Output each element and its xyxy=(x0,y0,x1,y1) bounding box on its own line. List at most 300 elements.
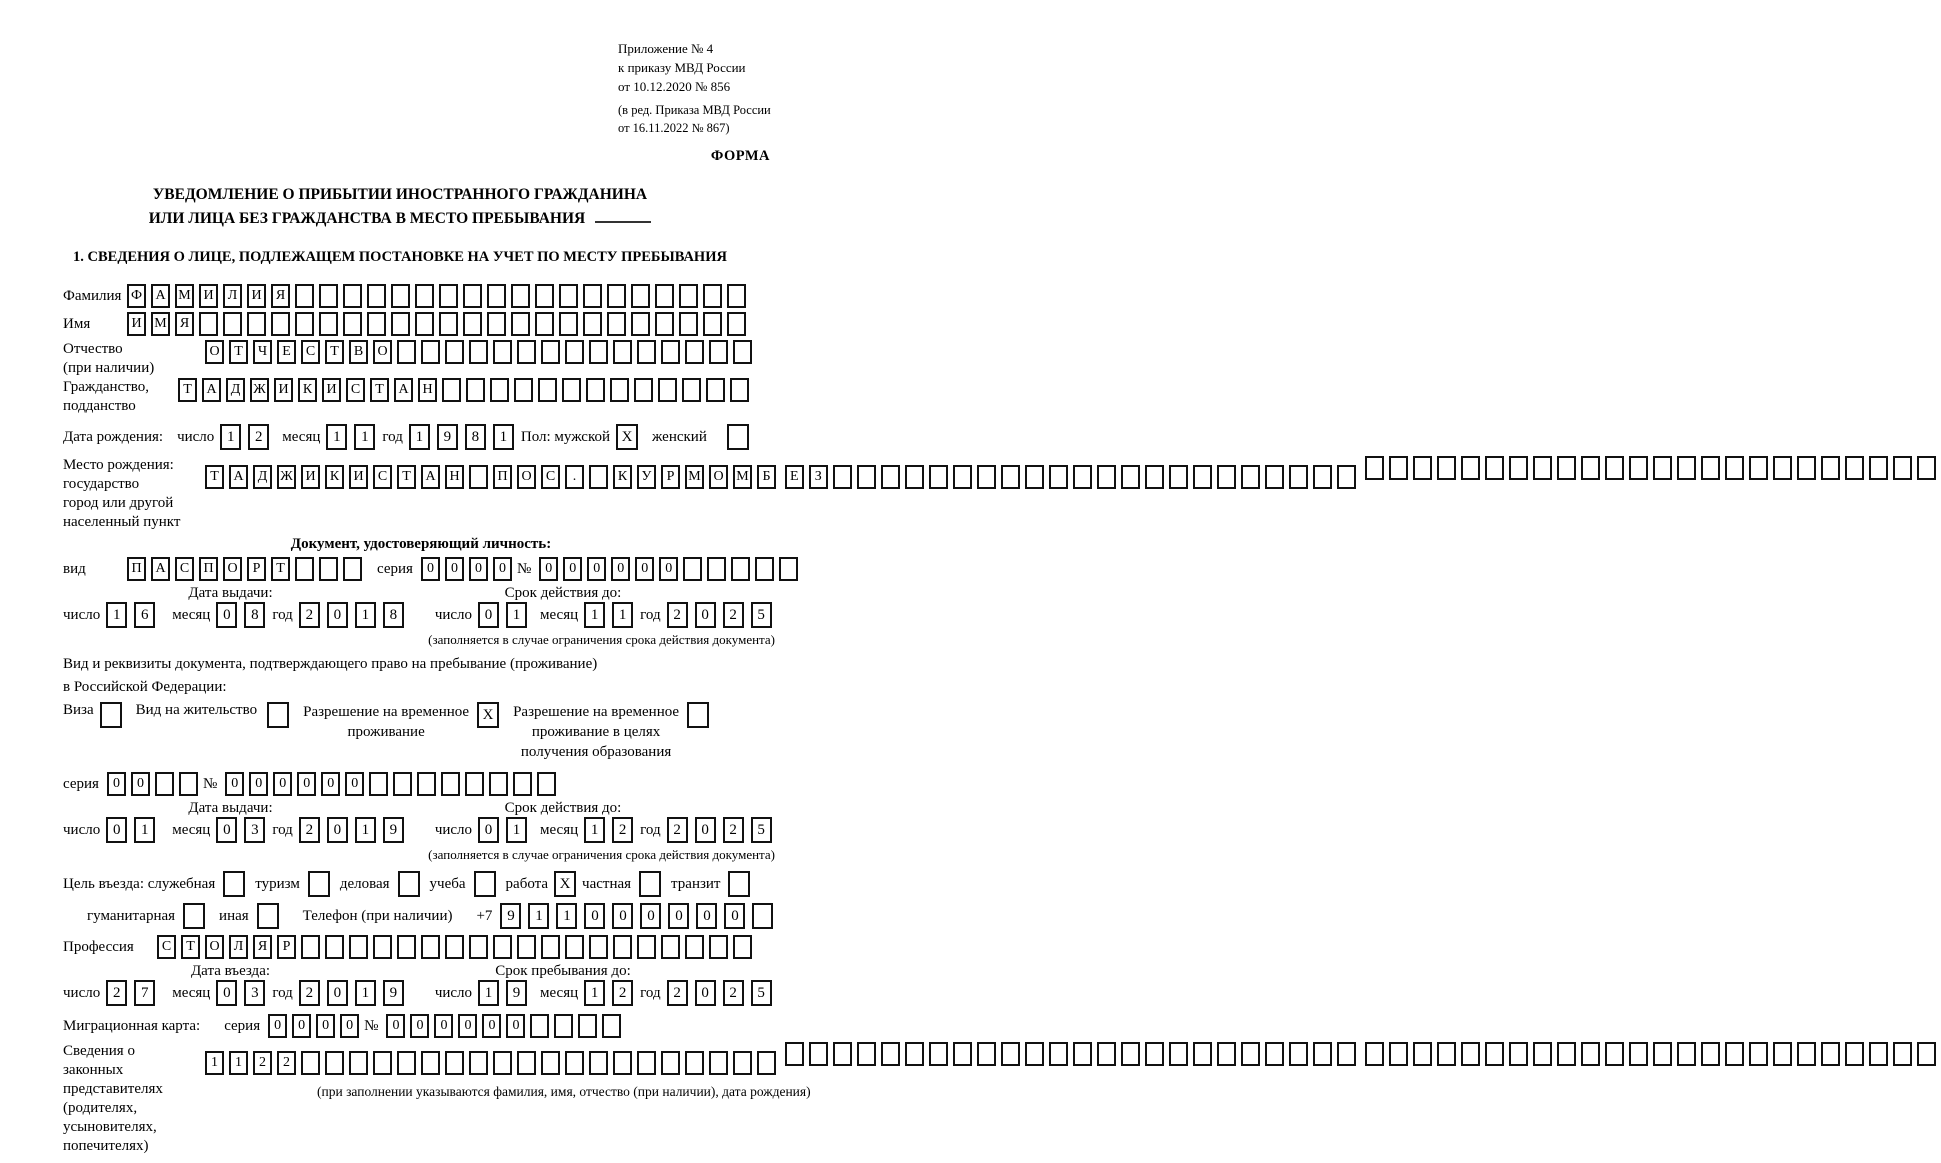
char-cell[interactable]: К xyxy=(325,465,344,489)
char-cell[interactable] xyxy=(463,284,482,308)
char-cell[interactable] xyxy=(367,312,386,336)
char-cell[interactable]: 0 xyxy=(506,1014,525,1038)
char-cell[interactable] xyxy=(1749,1042,1768,1066)
char-cell[interactable] xyxy=(881,465,900,489)
char-cell[interactable]: Е xyxy=(277,340,296,364)
char-cell[interactable] xyxy=(466,378,485,402)
char-cell[interactable]: Т xyxy=(325,340,344,364)
char-cell[interactable] xyxy=(1365,1042,1384,1066)
char-cell[interactable]: 9 xyxy=(500,903,521,929)
char-cell[interactable] xyxy=(1701,1042,1720,1066)
char-cell[interactable] xyxy=(441,772,460,796)
char-cell[interactable] xyxy=(733,1051,752,1075)
char-cell[interactable]: У xyxy=(637,465,656,489)
char-cell[interactable]: 2 xyxy=(299,980,320,1006)
char-cell[interactable]: 0 xyxy=(216,980,237,1006)
char-cell[interactable] xyxy=(517,935,536,959)
char-cell[interactable] xyxy=(1701,456,1720,480)
char-cell[interactable] xyxy=(391,312,410,336)
char-cell[interactable] xyxy=(489,772,508,796)
char-cell[interactable] xyxy=(415,284,434,308)
char-cell[interactable] xyxy=(785,1042,804,1066)
char-cell[interactable] xyxy=(929,465,948,489)
char-cell[interactable] xyxy=(1749,456,1768,480)
char-cell[interactable] xyxy=(779,557,798,581)
char-cell[interactable]: 6 xyxy=(134,602,155,628)
char-cell[interactable] xyxy=(589,935,608,959)
char-cell[interactable]: 0 xyxy=(131,772,150,796)
char-cell[interactable] xyxy=(445,340,464,364)
char-cell[interactable]: Т xyxy=(181,935,200,959)
char-cell[interactable] xyxy=(367,284,386,308)
char-cell[interactable]: 0 xyxy=(478,817,499,843)
char-cell[interactable]: 0 xyxy=(640,903,661,929)
char-cell[interactable] xyxy=(1797,1042,1816,1066)
char-cell[interactable] xyxy=(535,312,554,336)
char-cell[interactable]: О xyxy=(517,465,536,489)
char-cell[interactable]: 0 xyxy=(478,602,499,628)
char-cell[interactable] xyxy=(1509,1042,1528,1066)
char-cell[interactable] xyxy=(535,284,554,308)
char-cell[interactable]: 0 xyxy=(482,1014,501,1038)
char-cell[interactable]: 0 xyxy=(458,1014,477,1038)
char-cell[interactable] xyxy=(517,340,536,364)
char-cell[interactable] xyxy=(731,557,750,581)
char-cell[interactable] xyxy=(613,935,632,959)
char-cell[interactable] xyxy=(707,557,726,581)
char-cell[interactable] xyxy=(682,378,701,402)
char-cell[interactable] xyxy=(586,378,605,402)
char-cell[interactable]: 1 xyxy=(584,602,605,628)
char-cell[interactable] xyxy=(1581,1042,1600,1066)
char-cell[interactable]: 0 xyxy=(563,557,582,581)
char-cell[interactable] xyxy=(537,772,556,796)
char-cell[interactable] xyxy=(1797,456,1816,480)
char-cell[interactable] xyxy=(1557,1042,1576,1066)
char-cell[interactable]: 0 xyxy=(587,557,606,581)
char-cell[interactable]: 8 xyxy=(383,602,404,628)
char-cell[interactable] xyxy=(391,284,410,308)
char-cell[interactable] xyxy=(1773,1042,1792,1066)
char-cell[interactable] xyxy=(679,284,698,308)
char-cell[interactable]: А xyxy=(229,465,248,489)
char-cell[interactable] xyxy=(1917,456,1936,480)
char-cell[interactable] xyxy=(1725,456,1744,480)
char-cell[interactable] xyxy=(809,1042,828,1066)
char-cell[interactable] xyxy=(1821,1042,1840,1066)
char-cell[interactable] xyxy=(421,1051,440,1075)
char-cell[interactable] xyxy=(1193,465,1212,489)
other-checkbox[interactable] xyxy=(257,903,279,929)
char-cell[interactable]: 1 xyxy=(354,424,375,450)
char-cell[interactable] xyxy=(1097,465,1116,489)
char-cell[interactable] xyxy=(487,284,506,308)
char-cell[interactable] xyxy=(369,772,388,796)
char-cell[interactable] xyxy=(1725,1042,1744,1066)
char-cell[interactable] xyxy=(393,772,412,796)
char-cell[interactable] xyxy=(397,935,416,959)
char-cell[interactable] xyxy=(513,772,532,796)
char-cell[interactable]: 2 xyxy=(612,817,633,843)
char-cell[interactable]: 0 xyxy=(345,772,364,796)
char-cell[interactable] xyxy=(530,1014,549,1038)
char-cell[interactable]: М xyxy=(685,465,704,489)
char-cell[interactable] xyxy=(583,312,602,336)
char-cell[interactable]: 1 xyxy=(584,980,605,1006)
char-cell[interactable] xyxy=(1193,1042,1212,1066)
char-cell[interactable]: 2 xyxy=(253,1051,272,1075)
char-cell[interactable] xyxy=(1365,456,1384,480)
char-cell[interactable] xyxy=(493,340,512,364)
char-cell[interactable]: А xyxy=(151,284,170,308)
visa-checkbox[interactable] xyxy=(100,702,122,728)
char-cell[interactable]: 5 xyxy=(751,602,772,628)
char-cell[interactable]: 2 xyxy=(299,817,320,843)
char-cell[interactable] xyxy=(730,378,749,402)
char-cell[interactable]: Ж xyxy=(250,378,269,402)
char-cell[interactable]: Р xyxy=(661,465,680,489)
char-cell[interactable]: 2 xyxy=(248,424,269,450)
char-cell[interactable] xyxy=(469,465,488,489)
private-checkbox[interactable] xyxy=(639,871,661,897)
char-cell[interactable] xyxy=(637,1051,656,1075)
char-cell[interactable] xyxy=(709,1051,728,1075)
char-cell[interactable] xyxy=(685,935,704,959)
char-cell[interactable] xyxy=(607,312,626,336)
char-cell[interactable] xyxy=(271,312,290,336)
char-cell[interactable]: П xyxy=(493,465,512,489)
char-cell[interactable] xyxy=(517,1051,536,1075)
char-cell[interactable] xyxy=(1581,456,1600,480)
char-cell[interactable] xyxy=(727,312,746,336)
char-cell[interactable] xyxy=(1313,1042,1332,1066)
edu-permit-checkbox[interactable] xyxy=(687,702,709,728)
char-cell[interactable] xyxy=(679,312,698,336)
char-cell[interactable] xyxy=(349,935,368,959)
char-cell[interactable] xyxy=(1217,465,1236,489)
char-cell[interactable] xyxy=(1389,456,1408,480)
char-cell[interactable]: О xyxy=(205,935,224,959)
char-cell[interactable] xyxy=(857,1042,876,1066)
char-cell[interactable]: Ж xyxy=(277,465,296,489)
char-cell[interactable] xyxy=(706,378,725,402)
char-cell[interactable]: 2 xyxy=(667,980,688,1006)
char-cell[interactable]: 0 xyxy=(106,817,127,843)
char-cell[interactable] xyxy=(565,340,584,364)
char-cell[interactable] xyxy=(1845,456,1864,480)
char-cell[interactable]: 0 xyxy=(327,817,348,843)
char-cell[interactable]: 0 xyxy=(268,1014,287,1038)
char-cell[interactable] xyxy=(613,1051,632,1075)
residence-permit-checkbox[interactable] xyxy=(267,702,289,728)
char-cell[interactable]: Е xyxy=(785,465,804,489)
char-cell[interactable] xyxy=(439,284,458,308)
char-cell[interactable]: М xyxy=(175,284,194,308)
char-cell[interactable] xyxy=(325,1051,344,1075)
char-cell[interactable] xyxy=(1413,456,1432,480)
char-cell[interactable]: 1 xyxy=(409,424,430,450)
char-cell[interactable] xyxy=(1845,1042,1864,1066)
char-cell[interactable]: 9 xyxy=(383,817,404,843)
char-cell[interactable]: 1 xyxy=(506,817,527,843)
char-cell[interactable]: 0 xyxy=(216,817,237,843)
char-cell[interactable] xyxy=(709,935,728,959)
char-cell[interactable] xyxy=(1337,465,1356,489)
char-cell[interactable]: 0 xyxy=(249,772,268,796)
char-cell[interactable]: 1 xyxy=(528,903,549,929)
char-cell[interactable] xyxy=(1145,465,1164,489)
char-cell[interactable]: 0 xyxy=(273,772,292,796)
char-cell[interactable] xyxy=(1869,1042,1888,1066)
char-cell[interactable]: 1 xyxy=(220,424,241,450)
char-cell[interactable] xyxy=(733,340,752,364)
char-cell[interactable] xyxy=(1869,456,1888,480)
char-cell[interactable]: Д xyxy=(253,465,272,489)
char-cell[interactable] xyxy=(1485,456,1504,480)
char-cell[interactable]: О xyxy=(205,340,224,364)
char-cell[interactable] xyxy=(977,1042,996,1066)
char-cell[interactable] xyxy=(465,772,484,796)
char-cell[interactable]: 2 xyxy=(667,817,688,843)
char-cell[interactable]: Я xyxy=(271,284,290,308)
char-cell[interactable] xyxy=(655,284,674,308)
char-cell[interactable]: 0 xyxy=(107,772,126,796)
char-cell[interactable]: З xyxy=(809,465,828,489)
char-cell[interactable] xyxy=(493,935,512,959)
char-cell[interactable]: 0 xyxy=(635,557,654,581)
char-cell[interactable] xyxy=(685,340,704,364)
char-cell[interactable]: О xyxy=(223,557,242,581)
sex-female-checkbox[interactable] xyxy=(727,424,749,450)
char-cell[interactable] xyxy=(469,1051,488,1075)
char-cell[interactable]: А xyxy=(151,557,170,581)
char-cell[interactable] xyxy=(373,1051,392,1075)
sex-male-checkbox[interactable]: X xyxy=(616,424,638,450)
char-cell[interactable] xyxy=(1389,1042,1408,1066)
char-cell[interactable] xyxy=(703,284,722,308)
char-cell[interactable] xyxy=(487,312,506,336)
char-cell[interactable] xyxy=(565,935,584,959)
char-cell[interactable]: С xyxy=(346,378,365,402)
char-cell[interactable] xyxy=(1773,456,1792,480)
char-cell[interactable]: Н xyxy=(418,378,437,402)
char-cell[interactable]: 0 xyxy=(421,557,440,581)
char-cell[interactable]: 1 xyxy=(355,817,376,843)
char-cell[interactable] xyxy=(1437,456,1456,480)
char-cell[interactable]: Л xyxy=(229,935,248,959)
char-cell[interactable] xyxy=(1289,465,1308,489)
char-cell[interactable] xyxy=(1509,456,1528,480)
char-cell[interactable]: 0 xyxy=(445,557,464,581)
char-cell[interactable]: 0 xyxy=(216,602,237,628)
char-cell[interactable] xyxy=(881,1042,900,1066)
char-cell[interactable] xyxy=(1677,456,1696,480)
business-checkbox[interactable] xyxy=(398,871,420,897)
char-cell[interactable] xyxy=(602,1014,621,1038)
char-cell[interactable] xyxy=(319,557,338,581)
char-cell[interactable]: 0 xyxy=(386,1014,405,1038)
work-checkbox[interactable]: X xyxy=(554,871,576,897)
char-cell[interactable]: Т xyxy=(397,465,416,489)
char-cell[interactable] xyxy=(1413,1042,1432,1066)
char-cell[interactable]: 2 xyxy=(723,980,744,1006)
char-cell[interactable]: 5 xyxy=(751,817,772,843)
char-cell[interactable]: 0 xyxy=(611,557,630,581)
char-cell[interactable] xyxy=(417,772,436,796)
char-cell[interactable] xyxy=(421,935,440,959)
char-cell[interactable]: 9 xyxy=(437,424,458,450)
char-cell[interactable] xyxy=(833,1042,852,1066)
char-cell[interactable]: 0 xyxy=(695,817,716,843)
char-cell[interactable]: М xyxy=(733,465,752,489)
tourism-checkbox[interactable] xyxy=(308,871,330,897)
char-cell[interactable] xyxy=(578,1014,597,1038)
char-cell[interactable]: 0 xyxy=(410,1014,429,1038)
char-cell[interactable]: О xyxy=(709,465,728,489)
char-cell[interactable]: А xyxy=(421,465,440,489)
char-cell[interactable] xyxy=(703,312,722,336)
char-cell[interactable] xyxy=(199,312,218,336)
char-cell[interactable]: Т xyxy=(370,378,389,402)
char-cell[interactable]: Ч xyxy=(253,340,272,364)
char-cell[interactable]: Ф xyxy=(127,284,146,308)
char-cell[interactable]: А xyxy=(202,378,221,402)
char-cell[interactable] xyxy=(223,312,242,336)
char-cell[interactable] xyxy=(1629,456,1648,480)
char-cell[interactable] xyxy=(977,465,996,489)
char-cell[interactable]: 1 xyxy=(229,1051,248,1075)
char-cell[interactable]: 1 xyxy=(556,903,577,929)
char-cell[interactable]: 0 xyxy=(327,980,348,1006)
char-cell[interactable]: 0 xyxy=(297,772,316,796)
char-cell[interactable] xyxy=(1461,456,1480,480)
char-cell[interactable]: 8 xyxy=(244,602,265,628)
char-cell[interactable] xyxy=(541,1051,560,1075)
char-cell[interactable] xyxy=(295,312,314,336)
char-cell[interactable] xyxy=(589,340,608,364)
char-cell[interactable]: 1 xyxy=(612,602,633,628)
char-cell[interactable] xyxy=(463,312,482,336)
char-cell[interactable]: Т xyxy=(205,465,224,489)
char-cell[interactable] xyxy=(1169,465,1188,489)
char-cell[interactable] xyxy=(1145,1042,1164,1066)
char-cell[interactable] xyxy=(905,465,924,489)
char-cell[interactable] xyxy=(469,340,488,364)
char-cell[interactable] xyxy=(857,465,876,489)
char-cell[interactable] xyxy=(953,465,972,489)
transit-checkbox[interactable] xyxy=(728,871,750,897)
temp-permit-checkbox[interactable]: X xyxy=(477,702,499,728)
char-cell[interactable] xyxy=(514,378,533,402)
char-cell[interactable]: Л xyxy=(223,284,242,308)
char-cell[interactable] xyxy=(658,378,677,402)
char-cell[interactable] xyxy=(247,312,266,336)
char-cell[interactable] xyxy=(752,903,773,929)
char-cell[interactable]: 1 xyxy=(355,602,376,628)
char-cell[interactable] xyxy=(319,284,338,308)
char-cell[interactable] xyxy=(559,284,578,308)
char-cell[interactable]: А xyxy=(394,378,413,402)
char-cell[interactable]: 3 xyxy=(244,980,265,1006)
char-cell[interactable]: 9 xyxy=(383,980,404,1006)
char-cell[interactable]: С xyxy=(301,340,320,364)
char-cell[interactable] xyxy=(1265,465,1284,489)
char-cell[interactable] xyxy=(589,465,608,489)
char-cell[interactable] xyxy=(554,1014,573,1038)
char-cell[interactable]: О xyxy=(373,340,392,364)
char-cell[interactable]: 0 xyxy=(327,602,348,628)
char-cell[interactable] xyxy=(953,1042,972,1066)
char-cell[interactable]: 9 xyxy=(506,980,527,1006)
char-cell[interactable] xyxy=(613,340,632,364)
char-cell[interactable]: 0 xyxy=(321,772,340,796)
char-cell[interactable]: 0 xyxy=(225,772,244,796)
char-cell[interactable]: 1 xyxy=(205,1051,224,1075)
char-cell[interactable] xyxy=(583,284,602,308)
char-cell[interactable] xyxy=(1025,1042,1044,1066)
char-cell[interactable]: Р xyxy=(247,557,266,581)
char-cell[interactable] xyxy=(757,1051,776,1075)
char-cell[interactable]: И xyxy=(274,378,293,402)
char-cell[interactable] xyxy=(1265,1042,1284,1066)
char-cell[interactable] xyxy=(397,1051,416,1075)
char-cell[interactable]: К xyxy=(298,378,317,402)
study-checkbox[interactable] xyxy=(474,871,496,897)
char-cell[interactable] xyxy=(565,1051,584,1075)
char-cell[interactable]: 1 xyxy=(355,980,376,1006)
char-cell[interactable] xyxy=(493,1051,512,1075)
char-cell[interactable] xyxy=(631,312,650,336)
char-cell[interactable] xyxy=(1461,1042,1480,1066)
char-cell[interactable] xyxy=(397,340,416,364)
char-cell[interactable] xyxy=(1217,1042,1236,1066)
char-cell[interactable] xyxy=(929,1042,948,1066)
char-cell[interactable]: И xyxy=(127,312,146,336)
char-cell[interactable] xyxy=(301,935,320,959)
char-cell[interactable] xyxy=(685,1051,704,1075)
char-cell[interactable]: 0 xyxy=(434,1014,453,1038)
char-cell[interactable] xyxy=(1893,456,1912,480)
purpose-official-checkbox[interactable] xyxy=(223,871,245,897)
char-cell[interactable] xyxy=(833,465,852,489)
char-cell[interactable] xyxy=(1001,1042,1020,1066)
char-cell[interactable] xyxy=(559,312,578,336)
char-cell[interactable] xyxy=(1313,465,1332,489)
char-cell[interactable] xyxy=(1653,1042,1672,1066)
char-cell[interactable] xyxy=(607,284,626,308)
char-cell[interactable]: 1 xyxy=(584,817,605,843)
char-cell[interactable]: 2 xyxy=(277,1051,296,1075)
char-cell[interactable]: Т xyxy=(229,340,248,364)
char-cell[interactable]: 0 xyxy=(292,1014,311,1038)
char-cell[interactable] xyxy=(541,935,560,959)
char-cell[interactable] xyxy=(661,935,680,959)
char-cell[interactable] xyxy=(1073,1042,1092,1066)
char-cell[interactable] xyxy=(1025,465,1044,489)
char-cell[interactable] xyxy=(610,378,629,402)
char-cell[interactable]: 1 xyxy=(493,424,514,450)
char-cell[interactable] xyxy=(490,378,509,402)
char-cell[interactable] xyxy=(727,284,746,308)
char-cell[interactable]: 0 xyxy=(695,980,716,1006)
char-cell[interactable]: 5 xyxy=(751,980,772,1006)
char-cell[interactable]: 2 xyxy=(612,980,633,1006)
char-cell[interactable] xyxy=(1557,456,1576,480)
char-cell[interactable] xyxy=(415,312,434,336)
char-cell[interactable] xyxy=(1169,1042,1188,1066)
char-cell[interactable]: С xyxy=(157,935,176,959)
char-cell[interactable]: С xyxy=(175,557,194,581)
